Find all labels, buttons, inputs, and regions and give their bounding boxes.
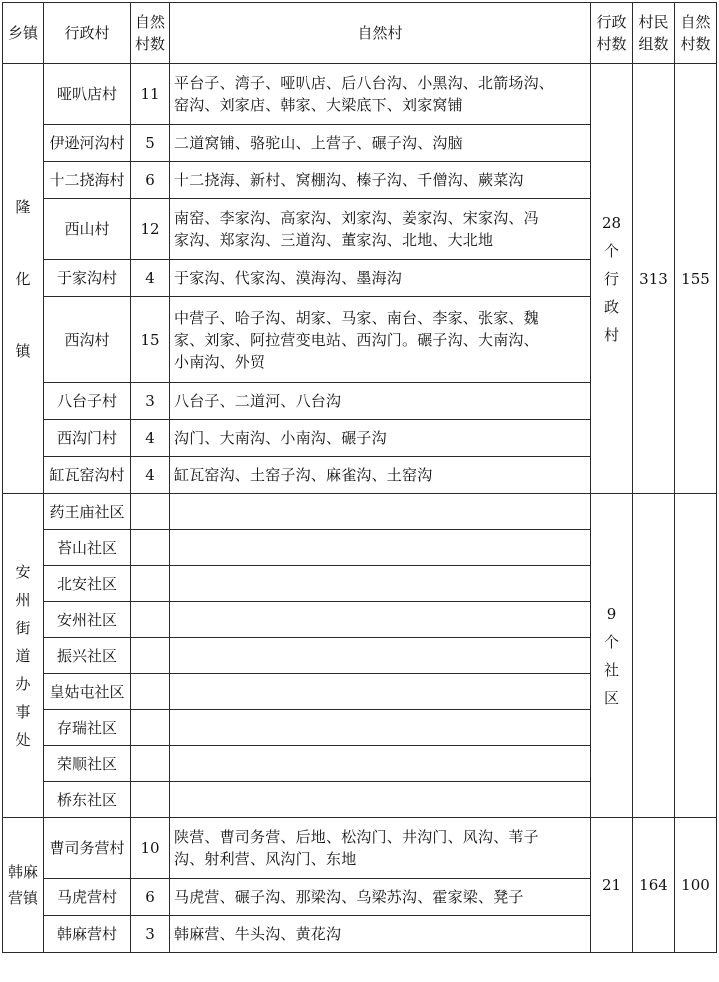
natural-count: 4 [131, 457, 170, 494]
natural-count [131, 494, 170, 530]
natural-village-list [170, 638, 591, 674]
natural-count: 4 [131, 420, 170, 457]
header-town: 乡镇 [3, 3, 44, 64]
natural-village-list: 缸瓦窑沟、土窑子沟、麻雀沟、土窑沟 [170, 457, 591, 494]
natural-village-list [170, 674, 591, 710]
natural-village-list: 南窑、李家沟、高家沟、刘家沟、姜家沟、宋家沟、冯 家沟、郑家沟、三道沟、董家沟、北地、大北地 [170, 199, 591, 260]
header-natural-villages: 自然村 [170, 3, 591, 64]
admin-village-name: 缸瓦窑沟村 [44, 457, 131, 494]
natural-village-list: 平台子、湾子、哑叭店、后八台沟、小黑沟、北箭场沟、 窑沟、刘家店、韩家、大梁底下、刘家窝铺 [170, 64, 591, 125]
admin-village-name: 荣顺社区 [44, 746, 131, 782]
natural-village-list [170, 782, 591, 818]
natural-count: 10 [131, 818, 170, 879]
admin-count-longhua: 28 个 行 政 村 [591, 64, 633, 494]
natural-village-list [170, 494, 591, 530]
admin-village-name: 存瑞社区 [44, 710, 131, 746]
admin-village-name: 桥东社区 [44, 782, 131, 818]
admin-count-hanmaying: 21 [591, 818, 633, 953]
village-table [2, 2, 717, 953]
natural-count [131, 566, 170, 602]
natural-village-list: 陕营、曹司务营、后地、松沟门、井沟门、风沟、苇子 沟、射利营、风沟门、东地 [170, 818, 591, 879]
natural-village-list: 二道窝铺、骆驼山、上营子、碾子沟、沟脑 [170, 125, 591, 162]
natural-count [131, 782, 170, 818]
nat-total-anzhou [675, 494, 717, 818]
nat-total-hanmaying: 100 [675, 818, 717, 953]
table-row [3, 818, 717, 879]
natural-village-list [170, 530, 591, 566]
natural-village-list [170, 602, 591, 638]
natural-count [131, 746, 170, 782]
natural-count: 6 [131, 162, 170, 199]
natural-village-list: 韩麻营、牛头沟、黄花沟 [170, 916, 591, 953]
admin-village-name: 安州社区 [44, 602, 131, 638]
town-cell-anzhou: 安 州 街 道 办 事 处 [3, 494, 44, 818]
admin-count-anzhou: 9 个 社 区 [591, 494, 633, 818]
groups-longhua: 313 [633, 64, 675, 494]
table-row [3, 64, 717, 125]
natural-village-list: 中营子、哈子沟、胡家、马家、南台、李家、张家、魏 家、刘家、阿拉营变电站、西沟门。碾子沟、大南沟、 小南沟、外贸 [170, 297, 591, 383]
admin-village-name: 皇姑屯社区 [44, 674, 131, 710]
natural-count: 11 [131, 64, 170, 125]
natural-village-list: 马虎营、碾子沟、那梁沟、乌梁苏沟、霍家梁、凳子 [170, 879, 591, 916]
natural-count: 12 [131, 199, 170, 260]
table-row [3, 494, 717, 530]
natural-count [131, 710, 170, 746]
natural-village-list [170, 710, 591, 746]
admin-village-name: 苔山社区 [44, 530, 131, 566]
town-cell-longhua: 隆 化 镇 [3, 64, 44, 494]
admin-village-name: 伊逊河沟村 [44, 125, 131, 162]
natural-count: 6 [131, 879, 170, 916]
natural-village-list: 十二挠海、新村、窝棚沟、榛子沟、千僧沟、蕨菜沟 [170, 162, 591, 199]
admin-village-name: 于家沟村 [44, 260, 131, 297]
natural-village-list: 八台子、二道河、八台沟 [170, 383, 591, 420]
header-admin-village: 行政村 [44, 3, 131, 64]
header-nat-total: 自然 村数 [675, 3, 717, 64]
admin-village-name: 八台子村 [44, 383, 131, 420]
admin-village-name: 西山村 [44, 199, 131, 260]
admin-village-name: 振兴社区 [44, 638, 131, 674]
natural-count [131, 602, 170, 638]
natural-count: 3 [131, 383, 170, 420]
admin-village-name: 北安社区 [44, 566, 131, 602]
natural-count [131, 674, 170, 710]
nat-total-longhua: 155 [675, 64, 717, 494]
town-cell-hanmaying: 韩麻 营镇 [3, 818, 44, 953]
admin-village-name: 哑叭店村 [44, 64, 131, 125]
admin-village-name: 西沟村 [44, 297, 131, 383]
admin-village-name: 韩麻营村 [44, 916, 131, 953]
admin-village-name: 药王庙社区 [44, 494, 131, 530]
natural-village-list: 于家沟、代家沟、漠海沟、墨海沟 [170, 260, 591, 297]
header-nat-count: 自然 村数 [131, 3, 170, 64]
groups-anzhou [633, 494, 675, 818]
natural-village-list [170, 566, 591, 602]
natural-count: 15 [131, 297, 170, 383]
natural-count [131, 638, 170, 674]
admin-village-name: 西沟门村 [44, 420, 131, 457]
admin-village-name: 曹司务营村 [44, 818, 131, 879]
header-admin-count: 行政 村数 [591, 3, 633, 64]
header-groups: 村民 组数 [633, 3, 675, 64]
natural-count: 4 [131, 260, 170, 297]
natural-village-list [170, 746, 591, 782]
table-header [3, 3, 717, 64]
admin-village-name: 十二挠海村 [44, 162, 131, 199]
admin-village-name: 马虎营村 [44, 879, 131, 916]
natural-village-list: 沟门、大南沟、小南沟、碾子沟 [170, 420, 591, 457]
natural-count [131, 530, 170, 566]
groups-hanmaying: 164 [633, 818, 675, 953]
natural-count: 5 [131, 125, 170, 162]
natural-count: 3 [131, 916, 170, 953]
